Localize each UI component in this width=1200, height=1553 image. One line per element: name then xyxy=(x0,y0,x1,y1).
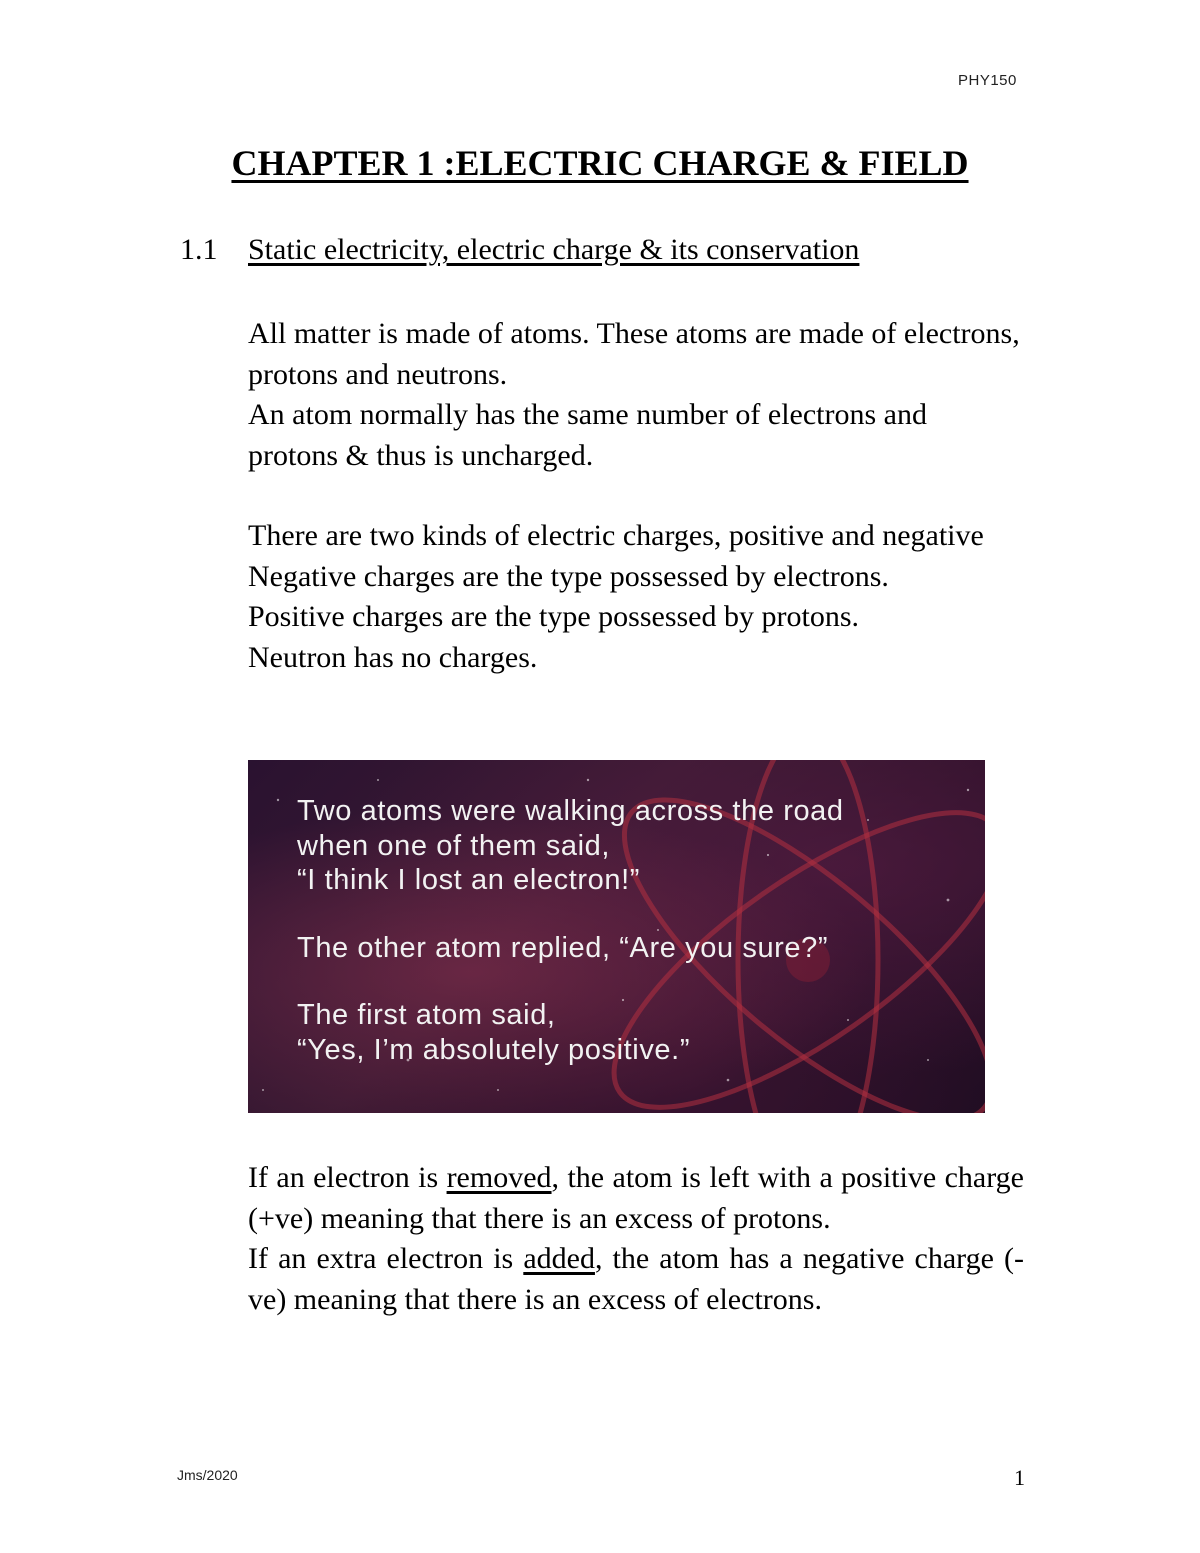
joke-line: Two atoms were walking across the road xyxy=(297,795,844,827)
paragraph-atoms xyxy=(248,314,1024,476)
paragraph-line: Negative charges are the type possessed by electrons. xyxy=(248,559,889,593)
joke-line: The other atom replied, “Are you sure?” xyxy=(297,931,829,964)
section-heading xyxy=(180,233,859,267)
section-title: Static electricity, electric charge & its conservation xyxy=(248,233,860,266)
joke-line: when one of them said, xyxy=(297,829,611,862)
joke-text xyxy=(297,794,844,1067)
paragraph-line: All matter is made of atoms. These atoms are made of electrons, protons and neutrons. xyxy=(248,317,1020,391)
course-code: PHY150 xyxy=(958,72,1017,89)
paragraph-removed xyxy=(248,1158,1024,1239)
joke-line: “I think I lost an electron!” xyxy=(297,864,640,896)
joke-line: “Yes, I’m absolutely positive.” xyxy=(297,1033,691,1066)
paragraph-added xyxy=(248,1239,1024,1320)
paragraph-charges xyxy=(248,516,1024,678)
text-run: , the atom is left with a positive charge (+ve) meaning that there is an excess of protons. xyxy=(248,1161,1024,1235)
paragraph-line: Neutron has no charges. xyxy=(248,640,538,674)
emphasis-removed: removed xyxy=(446,1161,552,1194)
paragraph-line: Positive charges are the type possessed by protons. xyxy=(248,600,860,633)
section-number: 1.1 xyxy=(180,233,218,266)
paragraph-line: There are two kinds of electric charges, positive and negative xyxy=(248,519,984,552)
page-number: 1 xyxy=(1014,1465,1025,1490)
paragraph-ions xyxy=(248,1158,1024,1320)
emphasis-added: added xyxy=(523,1242,595,1275)
text-run: , the atom has a negative charge (-ve) meaning that there is an excess of electrons. xyxy=(248,1242,1024,1316)
text-run: If an extra electron is xyxy=(248,1242,524,1275)
paragraph-line: An atom normally has the same number of electrons and protons & thus is uncharged. xyxy=(248,398,927,472)
joke-image xyxy=(248,760,985,1113)
chapter-title: CHAPTER 1 :ELECTRIC CHARGE & FIELD xyxy=(231,143,969,183)
joke-line: The first atom said, xyxy=(297,999,556,1031)
footer-author-year: Jms/2020 xyxy=(177,1467,238,1483)
text-run: If an electron is xyxy=(248,1161,447,1194)
